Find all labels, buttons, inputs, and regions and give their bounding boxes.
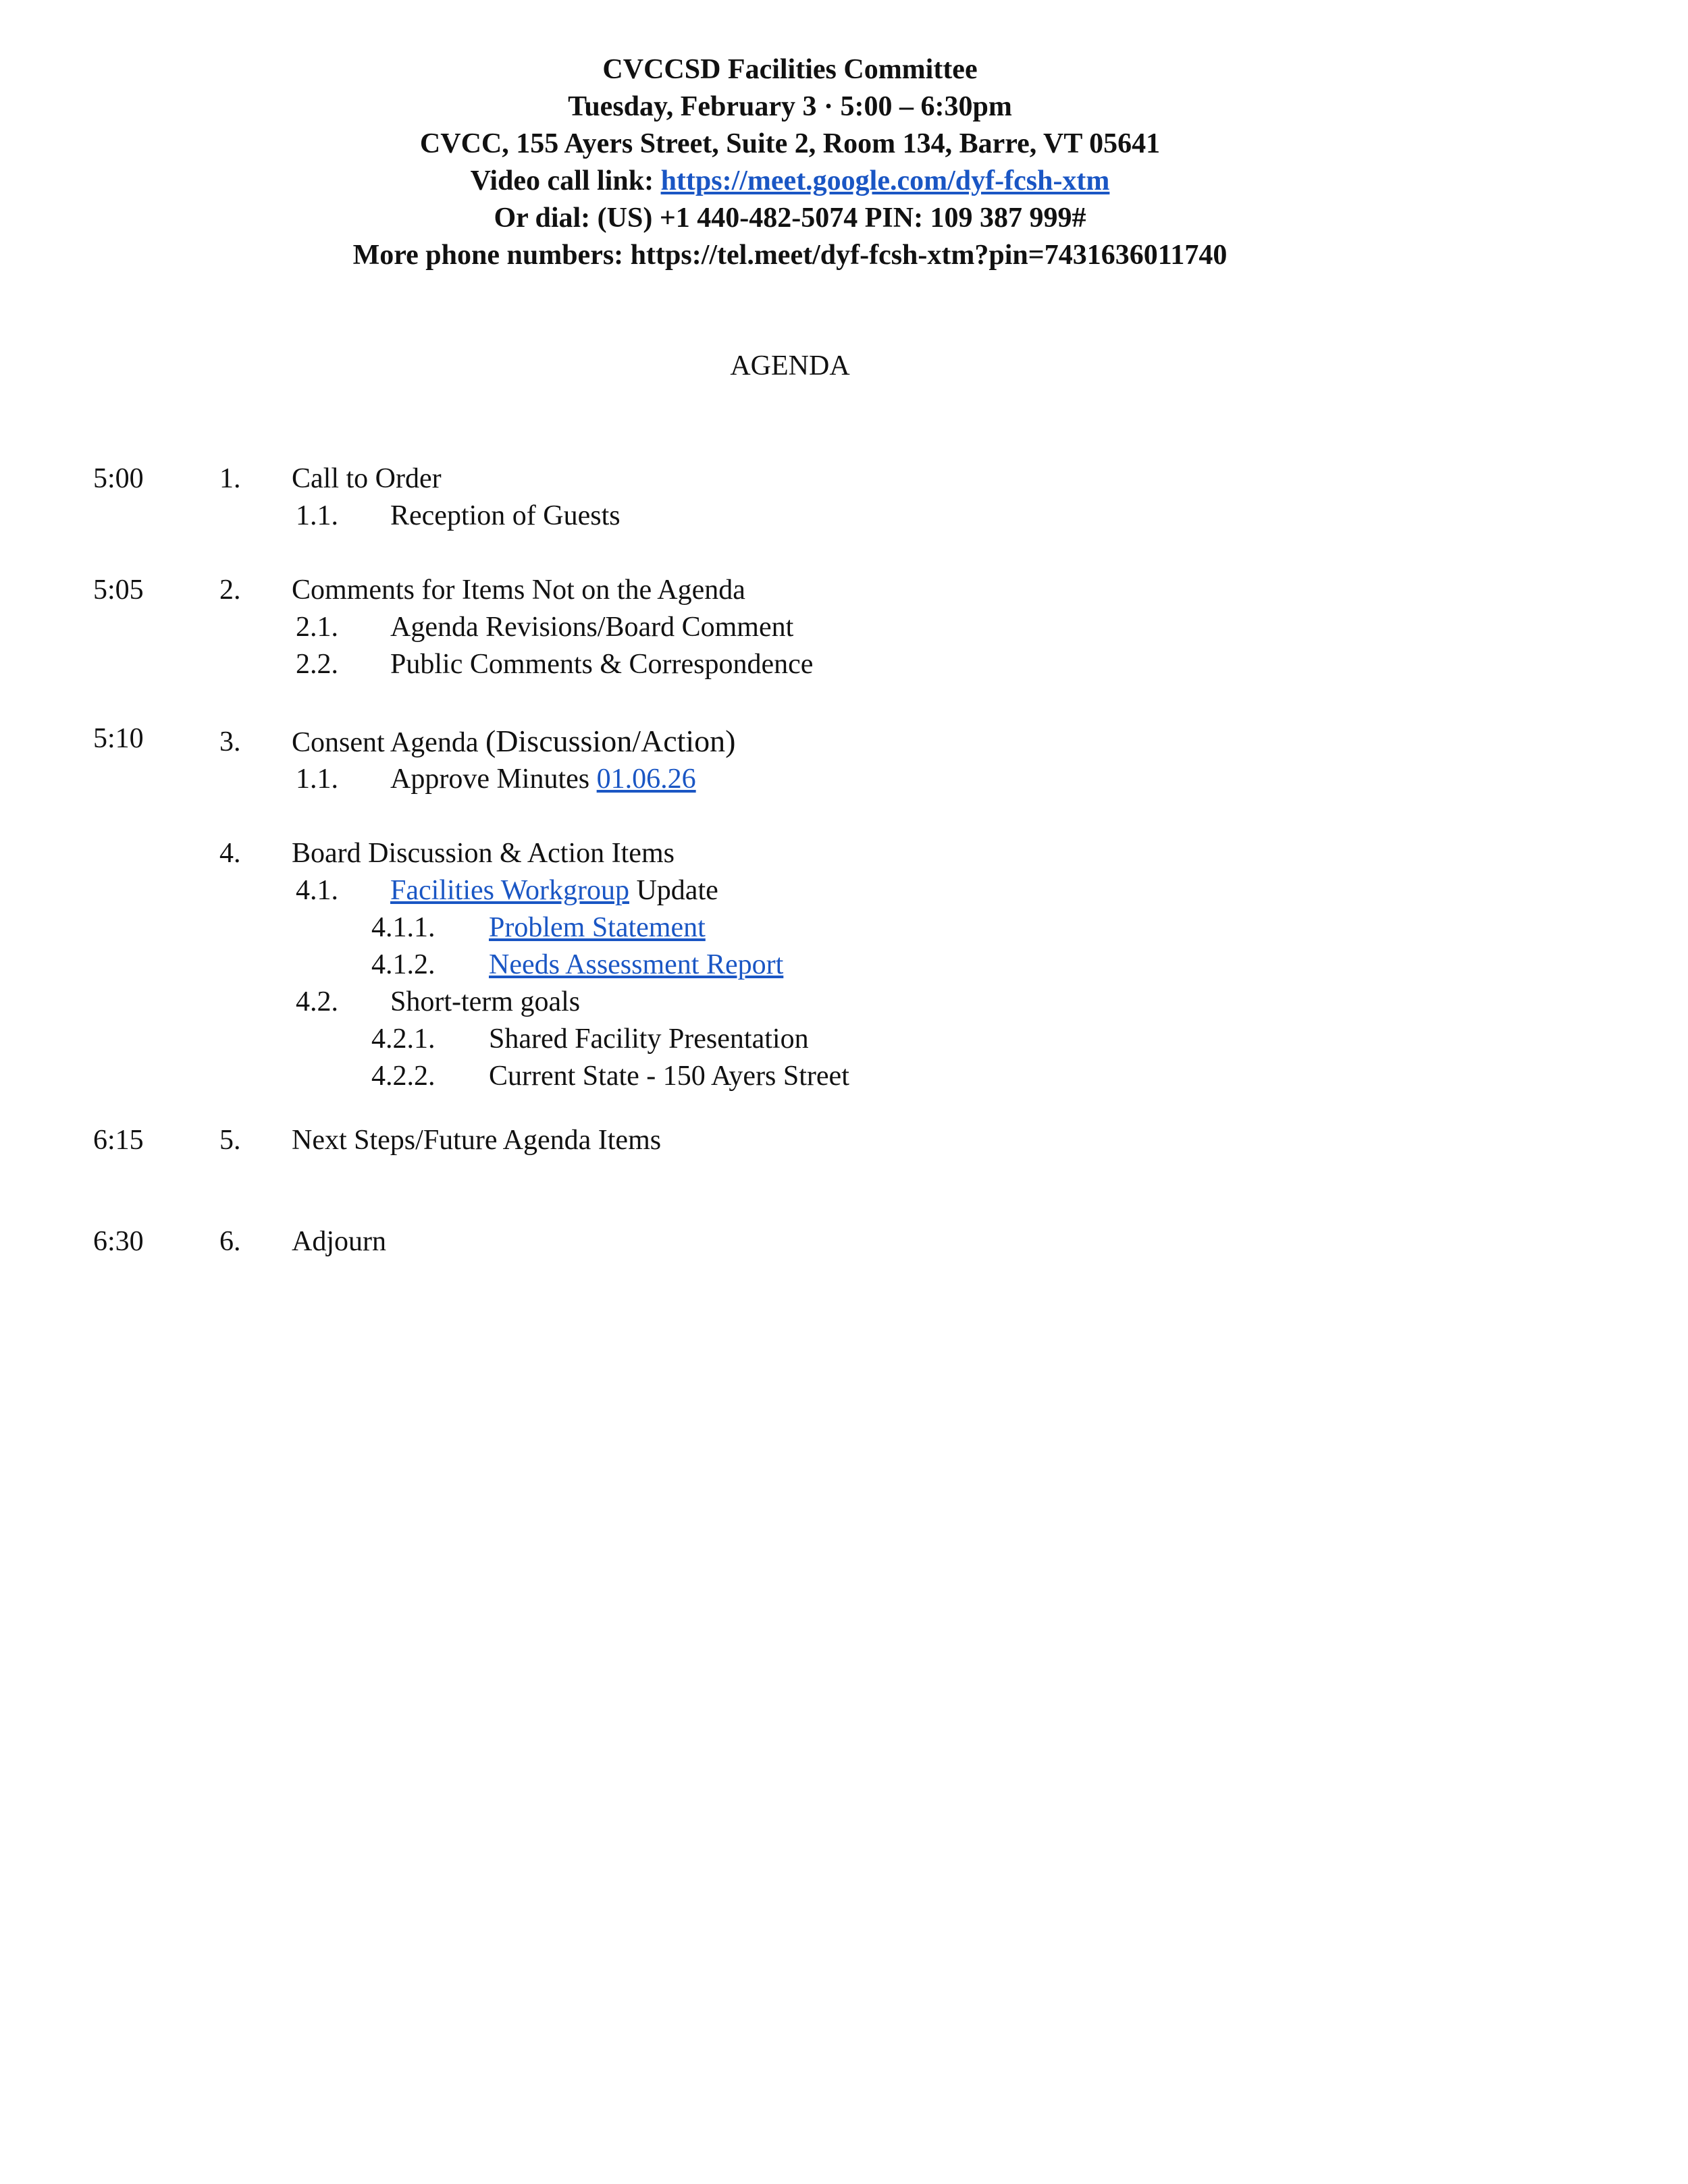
item-time: 5:00 (93, 463, 144, 494)
subitem-text (390, 761, 696, 798)
meeting-location: CVCC, 155 Ayers Street, Suite 2, Room 134, Barre, VT 05641 (419, 128, 1161, 159)
item-number: 2. (219, 575, 241, 606)
subitem-text: Short-term goals (390, 986, 581, 1017)
item-text: Board Discussion & Action Items (292, 838, 675, 869)
subitem-label: Approve Minutes (390, 764, 597, 795)
item-number: 6. (219, 1226, 241, 1257)
dial-in-line: Or dial: (US) +1 440-482-5074 PIN: 109 387 999# (494, 203, 1086, 234)
subsubitem-text (489, 947, 783, 984)
subitem-text (390, 872, 718, 909)
item-text: Adjourn (292, 1226, 386, 1257)
subsubitem-text: Current State - 150 Ayers Street (489, 1061, 849, 1092)
subsubitem-text: Shared Facility Presentation (489, 1023, 809, 1055)
meeting-title: CVCCSD Facilities Committee (602, 54, 978, 85)
item-time: 5:10 (93, 723, 144, 754)
subsubitem-text (489, 909, 706, 947)
meeting-datetime: Tuesday, February 3 · 5:00 – 6:30pm (568, 91, 1012, 122)
subitem-number: 1.1. (296, 764, 338, 795)
item-time: 6:30 (93, 1226, 144, 1257)
subitem-number: 2.1. (296, 612, 338, 643)
subsubitem-number: 4.1.1. (371, 912, 436, 943)
meeting-header (0, 51, 1580, 274)
item-text (292, 722, 735, 762)
subitem-number: 4.2. (296, 986, 338, 1017)
subitem-label: Update (629, 875, 718, 906)
agenda-heading: AGENDA (730, 350, 850, 381)
facilities-workgroup-link[interactable]: Facilities Workgroup (390, 875, 629, 906)
subitem-text: Agenda Revisions/Board Comment (390, 612, 794, 643)
minutes-link[interactable]: 01.06.26 (596, 764, 696, 795)
problem-statement-link[interactable]: Problem Statement (489, 912, 706, 943)
item-text: Comments for Items Not on the Agenda (292, 575, 745, 606)
item-number: 4. (219, 838, 241, 869)
needs-assessment-link[interactable]: Needs Assessment Report (489, 949, 784, 980)
subitem-text: Public Comments & Correspondence (390, 649, 814, 680)
item-text-paren: (Discussion/Action) (485, 724, 736, 758)
video-call-link[interactable]: https://meet.google.com/dyf-fcsh-xtm (660, 165, 1110, 196)
item-time: 6:15 (93, 1125, 144, 1156)
item-number: 3. (219, 726, 241, 757)
item-text: Next Steps/Future Agenda Items (292, 1125, 662, 1156)
subitem-number: 1.1. (296, 500, 338, 531)
item-time: 5:05 (93, 575, 144, 606)
subitem-number: 4.1. (296, 875, 338, 906)
video-call-line (0, 163, 1580, 200)
subitem-number: 2.2. (296, 649, 338, 680)
subsubitem-number: 4.1.2. (371, 949, 436, 980)
item-text: Call to Order (292, 463, 442, 494)
item-number: 5. (219, 1125, 241, 1156)
subsubitem-number: 4.2.2. (371, 1061, 436, 1092)
item-number: 1. (219, 463, 241, 494)
subitem-text: Reception of Guests (390, 500, 621, 531)
item-text-main: Consent Agenda (292, 727, 485, 758)
video-call-label: Video call link: (470, 165, 661, 196)
more-phone-numbers: More phone numbers: https://tel.meet/dyf-fcsh-xtm?pin=7431636011740 (352, 240, 1228, 271)
subsubitem-number: 4.2.1. (371, 1023, 436, 1055)
